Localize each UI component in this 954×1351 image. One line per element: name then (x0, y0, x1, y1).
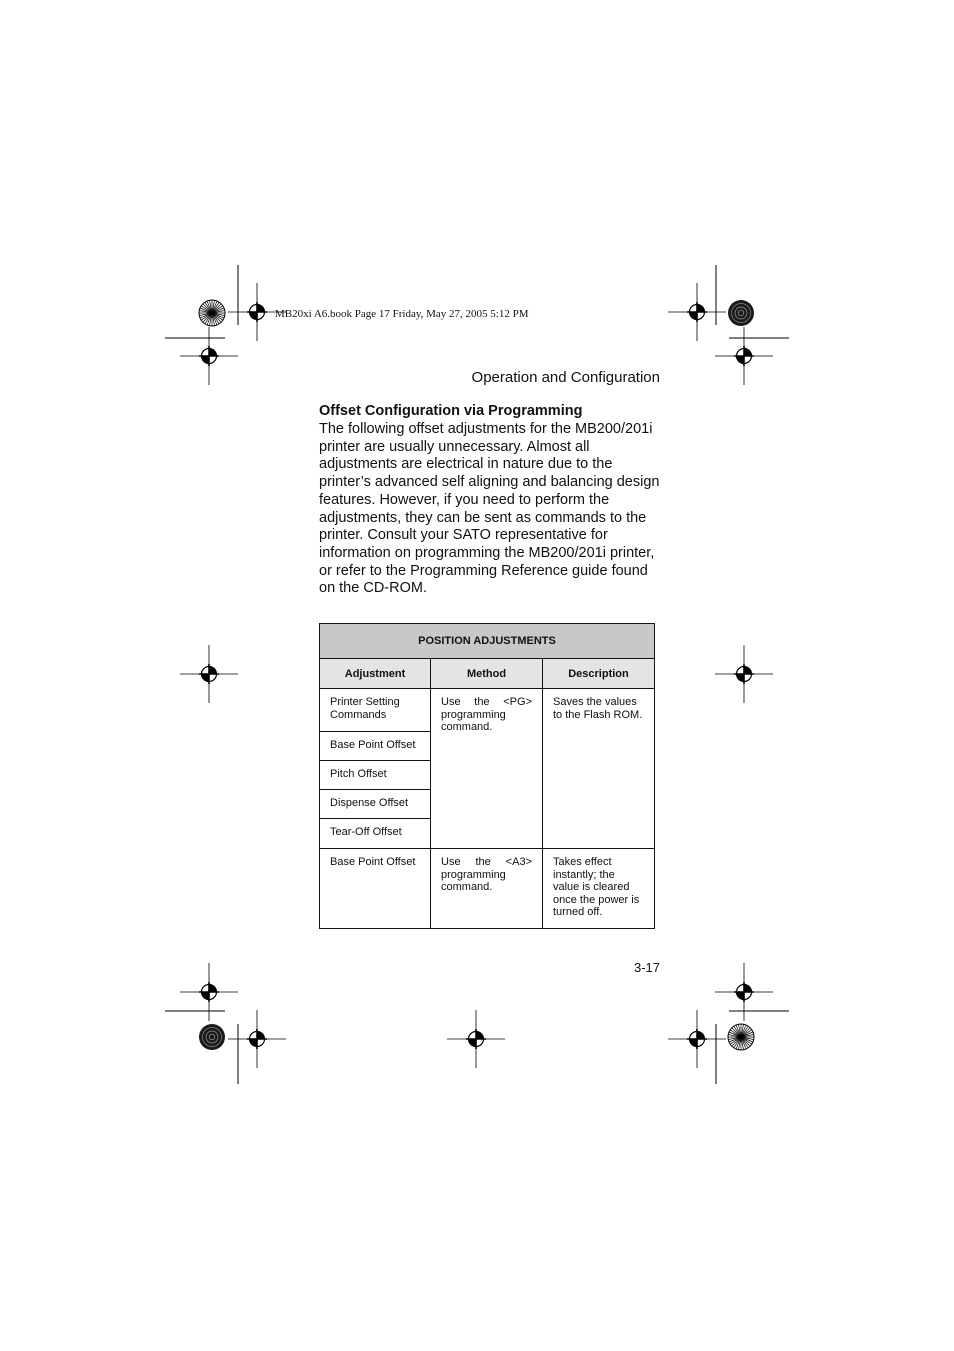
paragraph-line: on the CD-ROM. (319, 580, 427, 597)
position-adjustments-table (319, 623, 655, 929)
paragraph-line: or refer to the Programming Reference guide found (319, 562, 648, 579)
paragraph-line: features. However, if you need to perform the (319, 491, 610, 508)
book-slug-line: MB20xi A6.book Page 17 Friday, May 27, 2005 5:12 PM (275, 308, 529, 320)
paragraph-line: printer’s advanced self aligning and balancing design (319, 474, 660, 491)
paragraph-line: adjustments, they can be sent as commands to the (319, 509, 647, 526)
table-header-row (320, 659, 655, 689)
body-paragraph (319, 421, 664, 598)
adjustment-cell: Tear-Off Offset (330, 826, 402, 838)
description-cell: Takes effect instantly; the value is cleared once the power is turned off. (553, 856, 640, 919)
adjustment-cell: Dispense Offset (330, 797, 409, 809)
column-header-description: Description (543, 659, 655, 689)
column-header-method: Method (431, 659, 543, 689)
paragraph-line: printer. Consult your SATO representative for (319, 527, 608, 544)
paragraph-line: printer are usually unnecessary. Almost all (319, 438, 590, 455)
running-header: Operation and Configuration (471, 369, 660, 386)
section-heading: Offset Configuration via Programming (319, 403, 583, 419)
adjustment-cell: Pitch Offset (330, 768, 387, 780)
method-cell: Use the <PG> programming command. (441, 696, 532, 734)
table-row (320, 689, 655, 732)
table-row (320, 849, 655, 929)
table-title: POSITION ADJUSTMENTS (320, 624, 655, 659)
paragraph-line: adjustments are electrical in nature due to the (319, 456, 613, 473)
method-cell: Use the <A3> programming command. (441, 856, 532, 894)
description-cell: Saves the values to the Flash ROM. (553, 696, 643, 721)
adjustment-cell: Printer Setting Commands (330, 696, 400, 721)
paragraph-line: information on programming the MB200/201i printer, (319, 544, 655, 561)
adjustment-cell: Base Point Offset (330, 856, 416, 868)
page-number: 3-17 (633, 960, 660, 975)
column-header-adjustment: Adjustment (320, 659, 431, 689)
adjustment-cell: Base Point Offset (330, 739, 416, 751)
paragraph-line: The following offset adjustments for the MB200/201i (319, 421, 653, 437)
